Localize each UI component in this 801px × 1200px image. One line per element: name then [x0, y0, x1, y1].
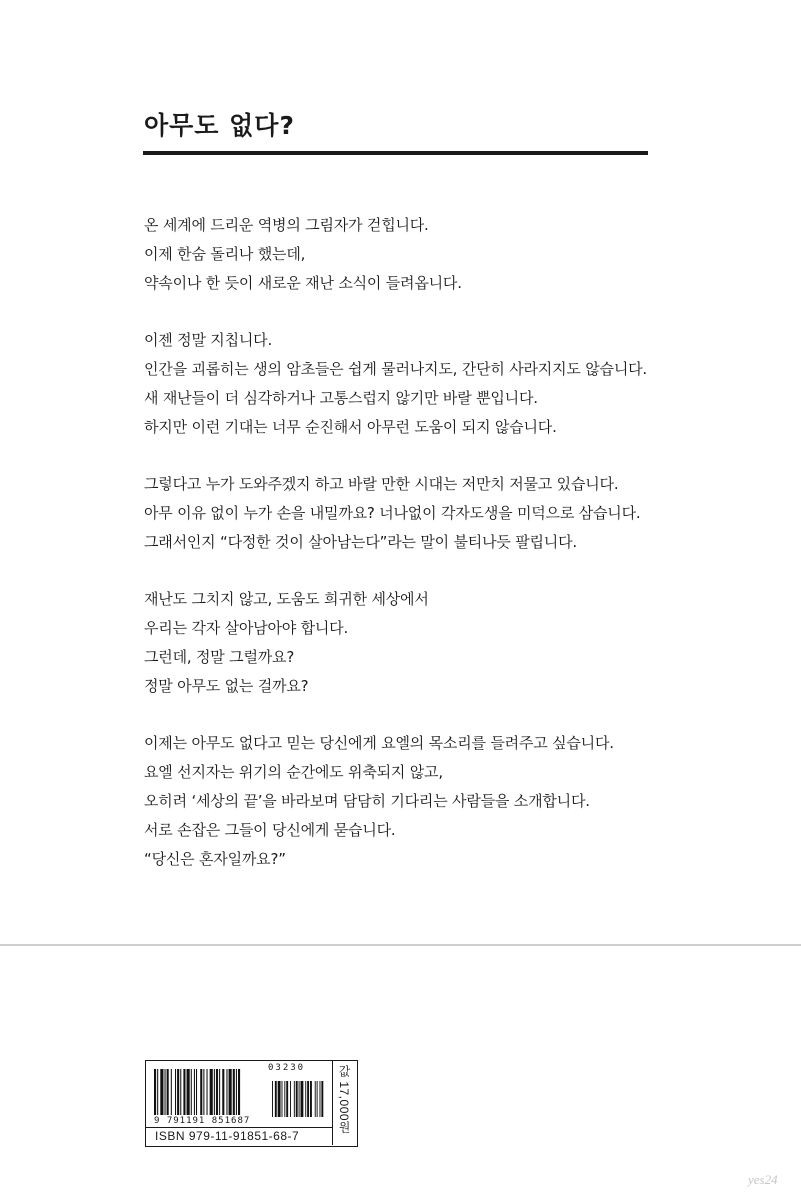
blurb-line: 아무 이유 없이 누가 손을 내밀까요? 너나없이 각자도생을 미덕으로 삼습니다. — [144, 504, 641, 522]
isbn-barcode-block — [145, 1060, 358, 1147]
barcode-stripe — [196, 1069, 197, 1115]
blurb-line: 온 세계에 드리운 역병의 그림자가 걷힙니다. — [144, 216, 429, 234]
barcode-stripe — [165, 1069, 166, 1115]
barcode-stripe — [171, 1069, 172, 1115]
barcode-stripe — [284, 1081, 285, 1117]
barcode-stripe — [275, 1081, 277, 1117]
blurb-line: 이제는 아무도 없다고 믿는 당신에게 요엘의 목소리를 들려주고 싶습니다. — [144, 734, 614, 752]
barcode-stripe — [294, 1081, 295, 1117]
barcode-stripe — [183, 1069, 185, 1115]
blurb-line: 인간을 괴롭히는 생의 암초들은 쉽게 물러나지도, 간단히 사라지지도 않습니다. — [144, 360, 647, 378]
barcode-stripe — [278, 1081, 281, 1117]
barcode-stripe — [207, 1069, 208, 1115]
barcode-stripe — [299, 1081, 300, 1117]
blurb-line: 그런데, 정말 그럴까요? — [144, 648, 295, 666]
price-divider — [332, 1061, 333, 1145]
blurb-line: 정말 아무도 없는 걸까요? — [144, 677, 309, 695]
blurb-line: 요엘 선지자는 위기의 순간에도 위축되지 않고, — [144, 763, 443, 781]
barcode-stripe — [222, 1069, 224, 1115]
barcode-stripe — [301, 1081, 304, 1117]
barcode-stripe — [296, 1081, 298, 1117]
barcode-stripe — [160, 1069, 163, 1115]
isbn-divider — [146, 1127, 332, 1128]
title-underline — [143, 151, 648, 155]
blurb-text — [144, 211, 704, 902]
barcode-stripe — [203, 1069, 204, 1115]
barcode-stripe — [214, 1069, 215, 1115]
barcode-stripe — [200, 1069, 202, 1115]
barcode-stripe — [187, 1069, 190, 1115]
blurb-line: 이젠 정말 지칩니다. — [144, 331, 273, 349]
barcode-stripe — [321, 1081, 323, 1117]
blurb-paragraph — [144, 211, 704, 298]
watermark-logo: yes24 — [748, 1172, 778, 1187]
barcode-stripe — [194, 1069, 195, 1115]
barcode-stripe — [157, 1069, 158, 1115]
barcode-stripe — [272, 1081, 273, 1117]
barcode-stripe — [167, 1069, 169, 1115]
blurb-line: 하지만 이런 기대는 너무 순진해서 아무런 도움이 되지 않습니다. — [144, 418, 557, 436]
barcode-stripe — [238, 1069, 240, 1115]
barcode-stripe — [180, 1069, 181, 1115]
barcode-stripe — [320, 1081, 321, 1117]
barcode-addon-digits: 03230 — [268, 1063, 306, 1073]
blurb-line: 서로 손잡은 그들이 당신에게 묻습니다. — [144, 821, 396, 839]
blurb-paragraph — [144, 470, 704, 557]
blurb-line: 새 재난들이 더 심각하거나 고통스럽지 않기만 바랄 뿐입니다. — [144, 389, 538, 407]
isbn-number: ISBN 979-11-91851-68-7 — [155, 1129, 300, 1143]
barcode-icon — [152, 1069, 327, 1119]
barcode-stripe — [229, 1069, 232, 1115]
barcode-stripe — [317, 1081, 318, 1117]
blurb-line: 그렇다고 누가 도와주겠지 하고 바랄 만한 시대는 저만치 저물고 있습니다. — [144, 475, 619, 493]
section-divider — [0, 944, 801, 946]
blurb-line: 약속이나 한 듯이 새로운 재난 소식이 들려옵니다. — [144, 274, 462, 292]
barcode-stripe — [177, 1069, 179, 1115]
barcode-stripe — [305, 1081, 306, 1117]
barcode-stripe — [236, 1069, 237, 1115]
barcode-stripe — [310, 1081, 312, 1117]
blurb-line: 그래서인지 “다정한 것이 살아남는다”라는 말이 불티나듯 팔립니다. — [144, 533, 577, 551]
barcode-digits: 9 791191 851687 — [154, 1116, 251, 1126]
barcode-stripe — [216, 1069, 218, 1115]
barcode-stripe — [219, 1069, 220, 1115]
blurb-line: “당신은 혼자일까요?” — [144, 850, 286, 868]
price-label: 값 17,000원 — [337, 1065, 351, 1134]
blurb-line: 이제 한숨 돌리나 했는데, — [144, 245, 306, 263]
barcode-stripe — [286, 1081, 288, 1117]
blurb-line: 재난도 그치지 않고, 도움도 희귀한 세상에서 — [144, 590, 429, 608]
blurb-paragraph — [144, 326, 704, 442]
blurb-paragraph — [144, 585, 704, 701]
barcode-stripe — [282, 1081, 283, 1117]
barcode-stripe — [154, 1069, 156, 1115]
barcode-stripe — [226, 1069, 227, 1115]
book-title: 아무도 없다? — [144, 111, 295, 140]
barcode-stripe — [210, 1069, 213, 1115]
barcode-stripe — [175, 1069, 176, 1115]
barcode-stripe — [290, 1081, 291, 1117]
blurb-line: 오히려 ‘세상의 끝’을 바라보며 담담히 기다리는 사람들을 소개합니다. — [144, 792, 590, 810]
barcode-stripe — [315, 1081, 316, 1117]
barcode-stripe — [233, 1069, 235, 1115]
barcode-stripe — [307, 1081, 309, 1117]
barcode-stripe — [191, 1069, 192, 1115]
blurb-paragraph — [144, 729, 704, 874]
blurb-line: 우리는 각자 살아남아야 합니다. — [144, 619, 349, 637]
